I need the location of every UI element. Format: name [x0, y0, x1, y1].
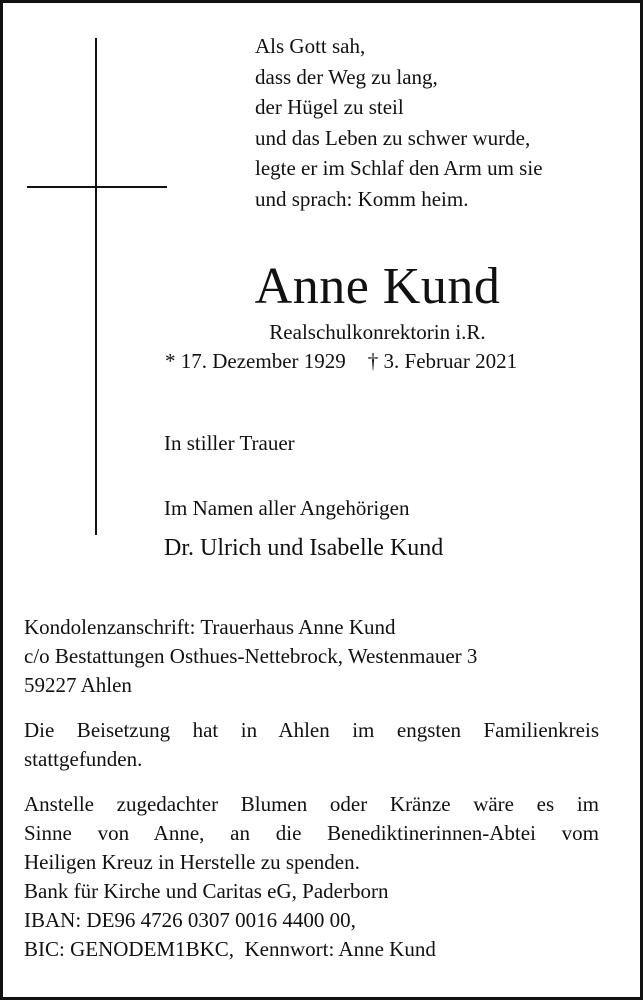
burial-notice: [24, 716, 599, 774]
poem-line: der Hügel zu steil: [255, 95, 404, 119]
birth-date: * 17. Dezember 1929: [165, 349, 346, 373]
life-dates: [165, 347, 605, 375]
donation-line: Heiligen Kreuz in Herstelle zu spenden.: [24, 850, 360, 874]
poem-line: legte er im Schlaf den Arm um sie: [255, 156, 543, 180]
burial-line: Die Beisetzung hat in Ahlen im engsten Familienkreis: [24, 718, 599, 742]
condolence-line: 59227 Ahlen: [24, 673, 132, 697]
donation-line: Anstelle zugedachter Blumen oder Kränze wäre es im: [24, 792, 599, 816]
deceased-name: Anne Kund: [254, 258, 501, 315]
poem: [255, 31, 625, 214]
cross-icon-horizontal-bar: [27, 186, 167, 188]
cross-icon-vertical-bar: [95, 38, 97, 535]
bank-name: Bank für Kirche und Caritas eG, Paderborn: [24, 879, 389, 903]
donation-notice: [24, 790, 599, 964]
relatives-text: Im Namen aller Angehörigen: [164, 496, 410, 520]
donation-line: Sinne von Anne, an die Benediktinerinnen-Abtei vom: [24, 821, 599, 845]
iban: IBAN: DE96 4726 0307 0016 4400 00,: [24, 908, 356, 932]
poem-line: und das Leben zu schwer wurde,: [255, 125, 531, 150]
signatories: Dr. Ulrich und Isabelle Kund: [164, 535, 444, 561]
bic-and-reference: BIC: GENODEM1BKC, Kennwort: Anne Kund: [24, 937, 436, 961]
death-date: † 3. Februar 2021: [367, 349, 518, 373]
poem-line: Als Gott sah,: [255, 34, 366, 58]
deceased-title: Realschulkonrektorin i.R.: [269, 320, 486, 344]
condolence-line: Kondolenzanschrift: Trauerhaus Anne Kund: [24, 615, 396, 639]
poem-line: dass der Weg zu lang,: [255, 64, 438, 89]
burial-line: stattgefunden.: [24, 747, 143, 771]
poem-line: und sprach: Komm heim.: [255, 186, 469, 211]
mourning-text: In stiller Trauer: [164, 431, 295, 455]
condolence-line: c/o Bestattungen Osthues-Nettebrock, Westenmauer 3: [24, 644, 478, 668]
condolence-address: [24, 613, 599, 700]
